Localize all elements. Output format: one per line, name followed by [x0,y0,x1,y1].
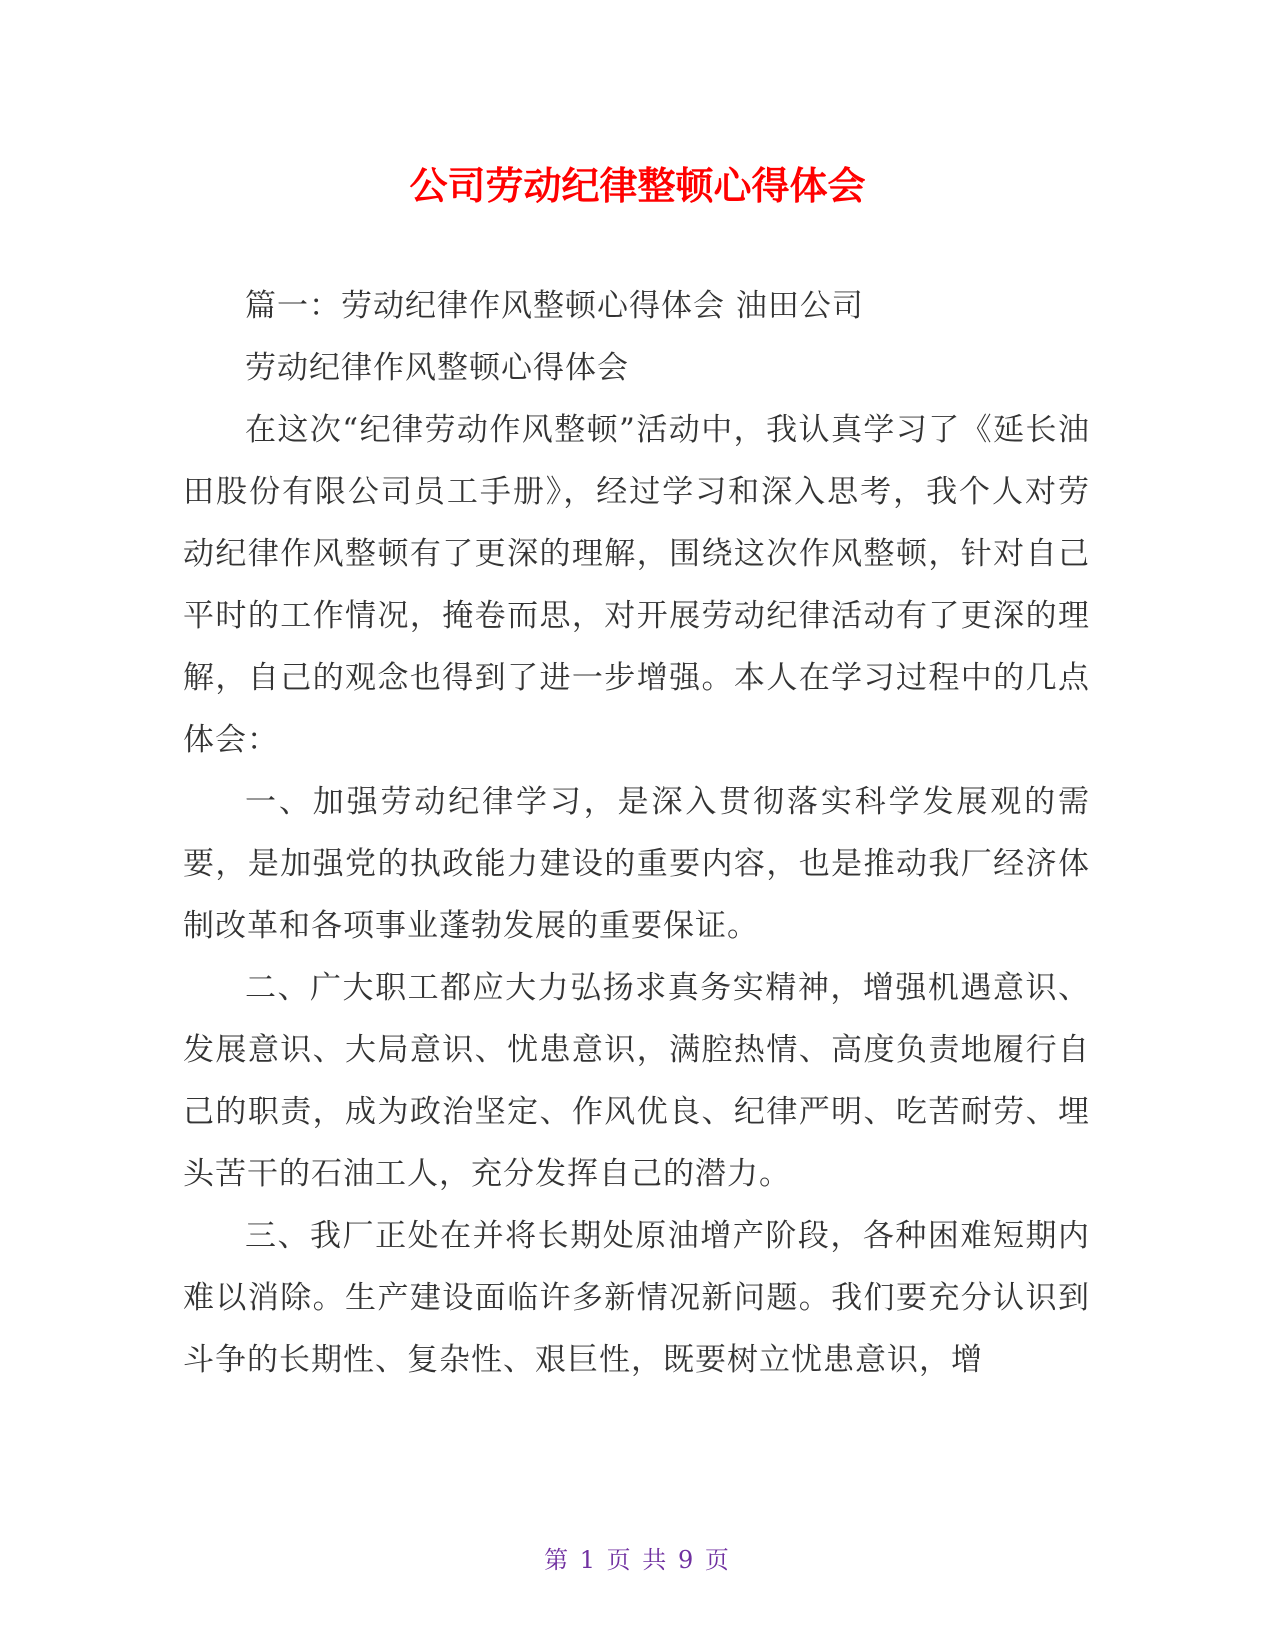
point-one-paragraph: 一、加强劳动纪律学习，是深入贯彻落实科学发展观的需要，是加强党的执政能力建设的重要内容，也是推动我厂经济体制改革和各项事业蓬勃发展的重要保证。 [183,784,1090,944]
document-title: 公司劳动纪律整顿心得体会 [409,164,866,208]
intro-paragraph: 在这次“纪律劳动作风整顿”活动中，我认真学习了《延长油田股份有限公司员工手册》，经过学习和深入思考，我个人对劳动纪律作风整顿有了更深的理解，围绕这次作风整顿，针对自己平时的工作情况，掩卷而思，对开展劳动纪律活动有了更深的理解，自己的观念也得到了进一步增强。本人在学习过程中的几点体会： [183,412,1090,758]
footer-current-page: 1 [579,1546,598,1574]
section-heading: 篇一：劳动纪律作风整顿心得体会 油田公司 [245,288,864,324]
footer-suffix: 页 [704,1546,731,1574]
footer-prefix: 第 [544,1546,571,1574]
point-three-paragraph: 三、我厂正处在并将长期处原油增产阶段，各种困难短期内难以消除。生产建设面临许多新情况新问题。我们要充分认识到斗争的长期性、复杂性、艰巨性，既要树立忧患意识，增 [183,1218,1090,1378]
point-two-paragraph: 二、广大职工都应大力弘扬求真务实精神，增强机遇意识、发展意识、大局意识、忧患意识，满腔热情、高度负责地履行自己的职责，成为政治坚定、作风优良、纪律严明、吃苦耐劳、埋头苦干的石油工人，充分发挥自己的潜力。 [183,970,1090,1192]
footer-total-pages: 9 [677,1546,696,1574]
page-footer [0,1545,1275,1575]
footer-middle: 页 共 [606,1546,669,1574]
subtitle-paragraph: 劳动纪律作风整顿心得体会 [245,350,629,386]
document-body [183,275,1090,1391]
